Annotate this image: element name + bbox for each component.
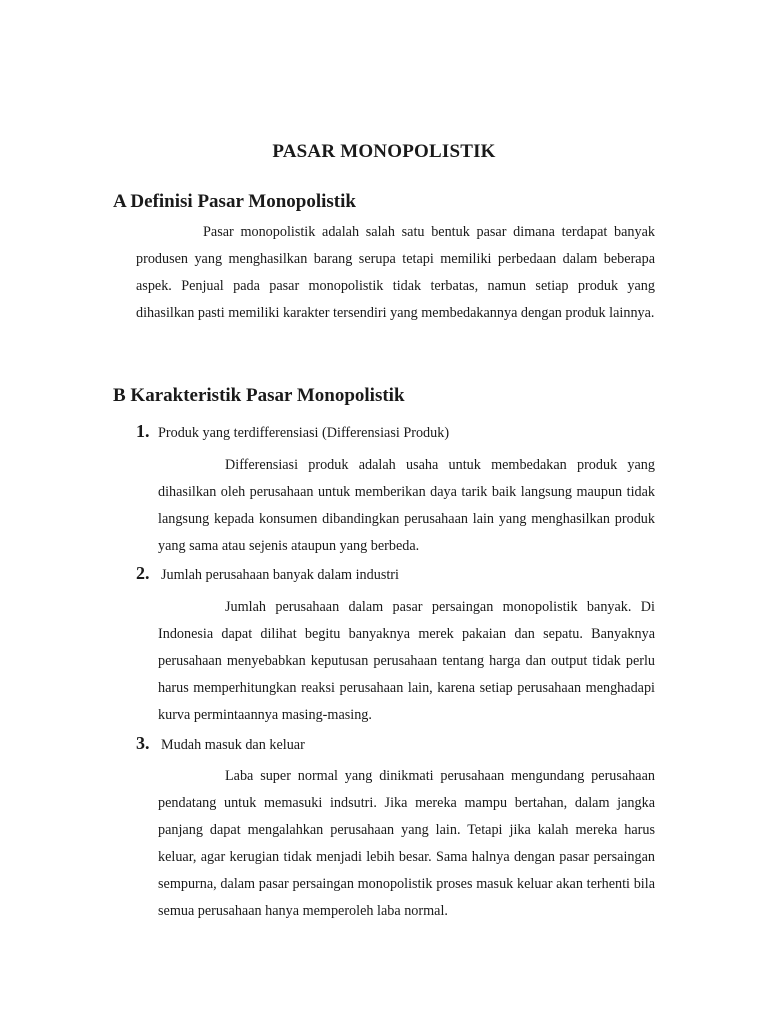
section-a-heading: A Definisi Pasar Monopolistik [113, 191, 356, 212]
section-b-heading: B Karakteristik Pasar Monopolistik [113, 385, 405, 406]
list-item [136, 733, 305, 754]
list-item-paragraph: Jumlah perusahaan dalam pasar persaingan monopolistik banyak. Di Indonesia dapat dilihat begitu banyaknya merek pakaian dan sepatu. Banyaknya perusahaan menyebabkan keputusan perusahaan tentang harga dan output tidak perlu harus memperhitungkan reaksi perusahaan lain, karena setiap perusahaan menghadapi kurva permintaannya masing-masing. [158, 599, 655, 723]
section-a-paragraph: Pasar monopolistik adalah salah satu bentuk pasar dimana terdapat banyak produsen yang menghasilkan barang serupa tetapi memiliki perbedaan dalam beberapa aspek. Penjual pada pasar monopolistik tidak terbatas, namun setiap produk yang dihasilkan pasti memiliki karakter tersendiri yang membedakannya dengan produk lainnya. [136, 224, 655, 321]
list-item [136, 421, 449, 442]
list-item-label: Produk yang terdifferensiasi (Differensiasi Produk) [158, 425, 450, 441]
document-title: PASAR MONOPOLISTIK [272, 141, 496, 162]
list-item-label: Mudah masuk dan keluar [161, 737, 305, 753]
list-item-number: 3. [136, 733, 150, 753]
list-item-paragraph: Laba super normal yang dinikmati perusahaan mengundang perusahaan pendatang untuk memasuki indsutri. Jika mereka mampu bertahan, dalam jangka panjang dapat mengalahkan perusahaan yang lain. Tetapi jika kalah mereka harus keluar, agar kerugian tidak menjadi lebih besar. Sama halnya dengan pasar persaingan sempurna, dalam pasar persaingan monopolistik proses masuk keluar akan terhenti bila semua perusahaan hanya memperoleh laba normal. [158, 768, 655, 919]
list-item-number: 1. [136, 421, 150, 441]
list-item-number: 2. [136, 563, 150, 583]
list-item [136, 563, 399, 584]
list-item-paragraph: Differensiasi produk adalah usaha untuk membedakan produk yang dihasilkan oleh perusahaan untuk memberikan daya tarik baik langsung maupun tidak langsung kepada konsumen dibandingkan perusahaan lain yang menghasilkan produk yang sama atau sejenis ataupun yang berbeda. [158, 457, 655, 554]
list-item-label: Jumlah perusahaan banyak dalam industri [161, 567, 399, 583]
